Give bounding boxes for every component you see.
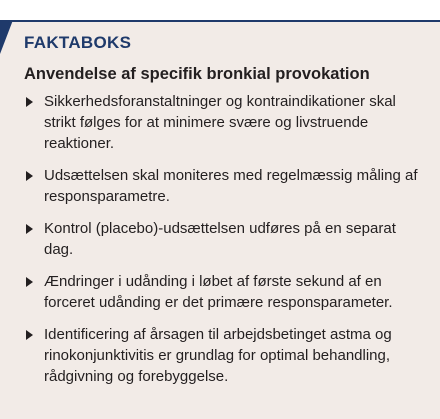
triangle-bullet-icon bbox=[26, 277, 33, 287]
list-item-text: Ændringer i udånding i løbet af første sekund af en forceret udånding er det primære responsparameter. bbox=[44, 273, 393, 311]
list-item-text: Identificering af årsagen til arbejdsbetinget astma og rinokonjunktivitis er grundlag for optimal behandling, rådgivning og forebyggelse. bbox=[44, 326, 392, 385]
bullet-list bbox=[24, 91, 424, 398]
triangle-bullet-icon bbox=[26, 224, 33, 234]
list-item bbox=[24, 218, 424, 260]
triangle-bullet-icon bbox=[26, 97, 33, 107]
factbox-heading: Anvendelse af specifik bronkial provokation bbox=[24, 65, 370, 83]
corner-flag-icon bbox=[0, 20, 13, 54]
list-item-text: Kontrol (placebo)-udsættelsen udføres på en separat dag. bbox=[44, 220, 396, 258]
triangle-bullet-icon bbox=[26, 171, 33, 181]
list-item bbox=[24, 165, 424, 207]
list-item-text: Udsættelsen skal moniteres med regelmæssig måling af responsparametre. bbox=[44, 167, 418, 205]
list-item bbox=[24, 324, 424, 387]
top-accent-rule bbox=[0, 20, 440, 22]
triangle-bullet-icon bbox=[26, 330, 33, 340]
list-item bbox=[24, 271, 424, 313]
factbox-label: FAKTABOKS bbox=[24, 33, 132, 52]
list-item-text: Sikkerhedsforanstaltninger og kontraindikationer skal strikt følges for at minimere svære og livstruende reaktioner. bbox=[44, 93, 396, 152]
list-item bbox=[24, 91, 424, 154]
